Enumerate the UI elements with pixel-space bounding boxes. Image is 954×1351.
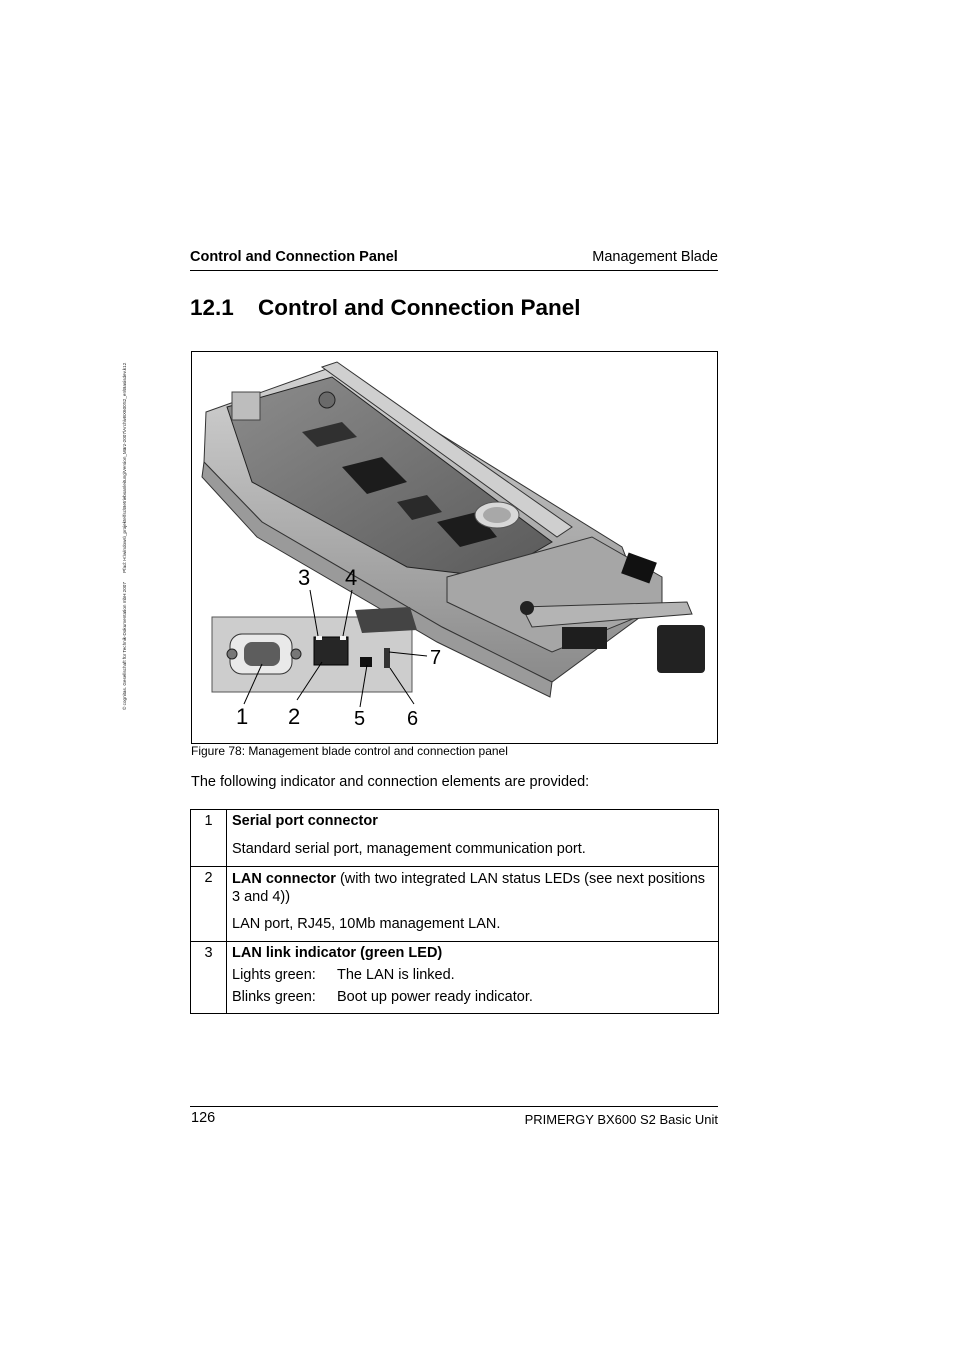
callout-7: 7 [430,647,442,669]
item-description: LAN port, RJ45, 10Mb management LAN. [232,916,501,932]
side-copyright-note [122,240,127,710]
callout-6: 6 [407,708,419,730]
copyright-text: © cognitas. Gesellschaft für Technik-Dokumentation mbH 2007 [122,582,127,710]
item-title: LAN connector [232,871,336,887]
callout-2: 2 [288,704,301,729]
item-number: 3 [191,942,227,1014]
item-number: 1 [191,810,227,867]
item-cell [227,942,719,1014]
indicator-state-row [232,967,712,983]
callout-4: 4 [345,565,358,590]
management-blade-photo [192,352,717,743]
callout-3: 3 [298,565,311,590]
callout-5: 5 [354,708,366,730]
header-section-title: Control and Connection Panel [190,249,398,265]
item-title: LAN link indicator (green LED) [232,945,443,961]
table-row [191,810,719,867]
intro-paragraph: The following indicator and connection elements are provided: [191,774,590,790]
table-row [191,942,719,1014]
state-value: Boot up power ready indicator. [337,989,533,1005]
item-number: 2 [191,867,227,942]
table-row [191,867,719,942]
header-chapter-title: Management Blade [592,249,718,265]
section-heading [190,295,581,321]
indicator-state-row [232,989,712,1005]
figure-caption: Figure 78: Management blade control and connection panel [191,744,508,758]
running-header [190,248,718,271]
state-key: Blinks green: [232,989,316,1005]
page-number: 126 [191,1110,216,1126]
item-description: Standard serial port, management communication port. [232,841,586,857]
item-cell [227,810,719,867]
section-number: 12.1 [190,295,234,320]
path-text: Pfad: H:\windows\_projekte\fsc\Betriebsanleitung\Version_März-2007\ArchivBX600S2_en\Basisdev.k12 [122,362,127,573]
section-title: Control and Connection Panel [258,295,581,320]
callout-1: 1 [236,704,249,729]
item-cell [227,867,719,942]
figure-frame [191,351,718,744]
item-title-note: (with two integrated LAN status LEDs (see next positions 3 and 4)) [232,871,706,905]
item-heading [232,870,712,906]
elements-table [190,809,719,1014]
footer-rule [190,1106,718,1107]
state-value: The LAN is linked. [337,967,455,983]
item-title: Serial port connector [232,813,378,829]
book-title: PRIMERGY BX600 S2 Basic Unit [524,1112,718,1127]
state-key: Lights green: [232,967,316,983]
